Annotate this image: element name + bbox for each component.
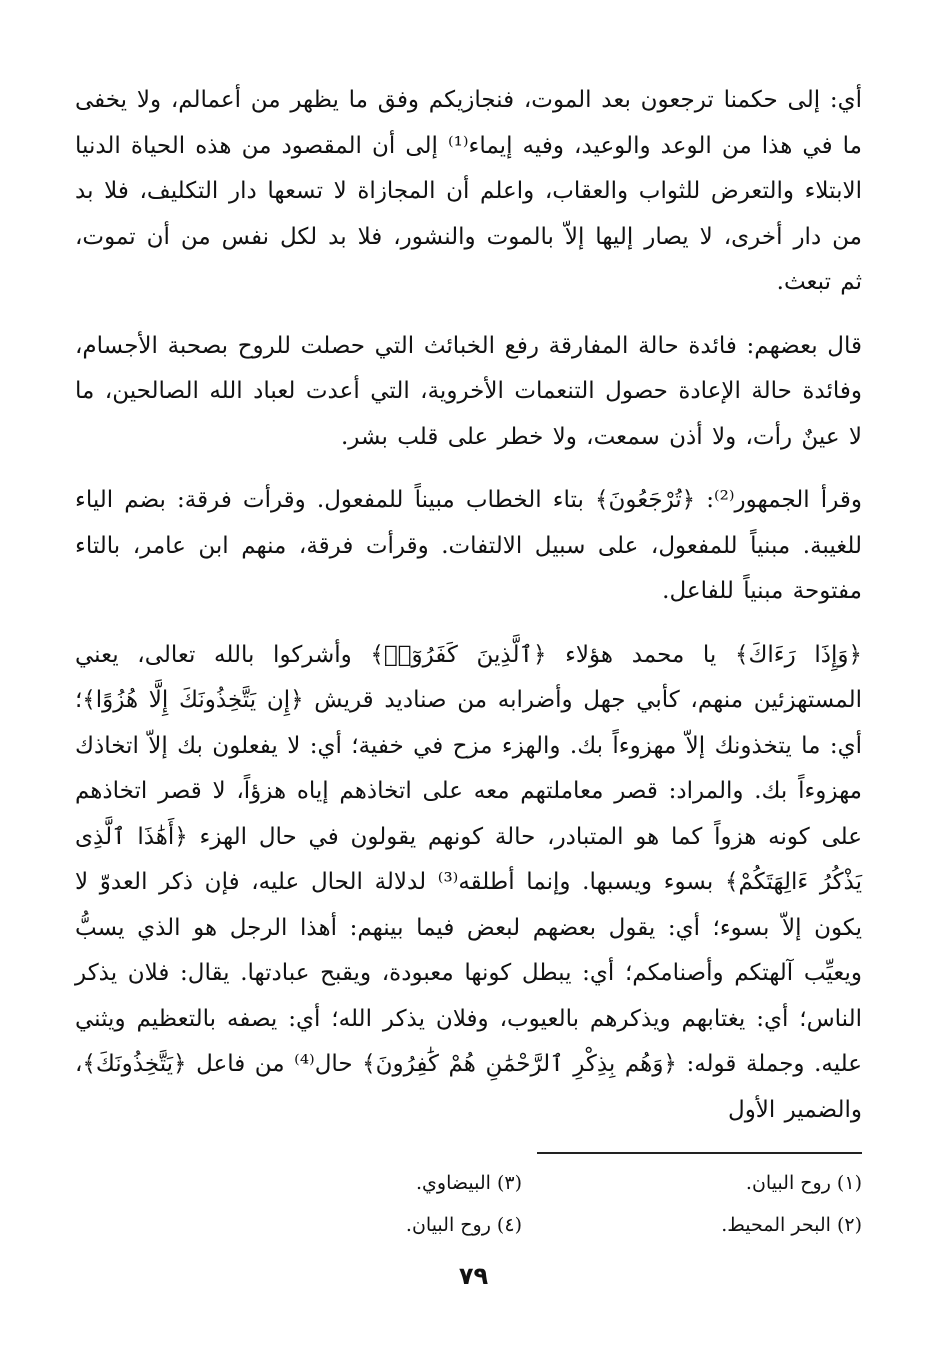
page-body xyxy=(75,78,862,1133)
footnote-3: (٣) البيضاوي. xyxy=(416,1172,522,1194)
footnote-2: (٢) البحر المحيط. xyxy=(721,1214,862,1236)
paragraph-4: ﴿وَإِذَا رَءَاكَ﴾ يا محمد هؤلاء ﴿ٱلَّذِينَ كَفَرُوٓا۟﴾ وأشركوا بالله تعالى، يعني المستهزئين منهم، كأبي جهل وأضرابه من صناديد قريش ﴿إِن يَتَّخِذُونَكَ إِلَّا هُزُوًا﴾؛ أي: ما يتخذونك إلاّ مهزوءاً بك. والهزء مزح في خفية؛ أي: لا يفعلون بك إلاّ اتخاذك مهزوءاً بك. والمراد: قصر معاملتهم معه على اتخاذهم إياه هزؤاً، لا قصر اتخاذهم على كونه هزواً كما هو المتبادر، حالة كونهم يقولون في حال الهزء ﴿أَهَٰذَا ٱلَّذِى يَذْكُرُ ءَالِهَتَكُمْ﴾ بسوء ويسبها. وإنما أطلقه⁽³⁾ لدلالة الحال عليه، فإن ذكر العدوّ لا يكون إلاّ بسوء؛ أي: يقول بعضهم لبعض فيما بينهم: أهذا الرجل هو الذي يسبُّ ويعيِّب آلهتكم وأصنامكم؛ أي: يبطل كونها معبودة، ويقبح عبادتها. يقال: فلان يذكر الناس؛ أي: يغتابهم ويذكرهم بالعيوب، وفلان يذكر الله؛ أي: يصفه بالتعظيم ويثني عليه. وجملة قوله: ﴿وَهُم بِذِكْرِ ٱلرَّحْمَٰنِ هُمْ كَٰفِرُونَ﴾ حال⁽⁴⁾ من فاعل ﴿يَتَّخِذُونَكَ﴾، والضمير الأول xyxy=(75,641,862,1123)
paragraph-2: قال بعضهم: فائدة حالة المفارقة رفع الخبائث التي حصلت للروح بصحبة الأجسام، وفائدة حالة الإعادة حصول التنعمات الأخروية، التي أعدت لعباد الله الصالحين، ما لا عينٌ رأت، ولا أذن سمعت، ولا خطر على قلب بشر. xyxy=(75,332,862,450)
footnote-divider xyxy=(537,1152,862,1154)
page-number: ٧٩ xyxy=(458,1262,489,1290)
footnote-4: (٤) روح البيان. xyxy=(405,1214,522,1236)
footnote-1: (١) روح البيان. xyxy=(745,1172,862,1194)
paragraph-3: وقرأ الجمهور⁽²⁾: ﴿تُرْجَعُونَ﴾ بتاء الخطاب مبيناً للمفعول. وقرأت فرقة: بضم الياء للغيبة. مبنياً للمفعول، على سبيل الالتفات. وقرأت فرقة، منهم ابن عامر، بالتاء مفتوحة مبنياً للفاعل. xyxy=(75,487,862,604)
footnotes xyxy=(75,1166,862,1242)
paragraph-1: أي: إلى حكمنا ترجعون بعد الموت، فنجازيكم وفق ما يظهر من أعمالم، ولا يخفى ما في هذا من الوعد والوعيد، وفيه إيماء⁽¹⁾ إلى أن المقصود من هذه الحياة الدنيا الابتلاء والتعرض للثواب والعقاب، واعلم أن المجازاة لا تسعها دار التكليف، فلا بد من دار أخرى، لا يصار إليها إلاّ بالموت والنشور، فلا بد لكل نفس من أن تموت، ثم تبعث. xyxy=(75,87,862,295)
